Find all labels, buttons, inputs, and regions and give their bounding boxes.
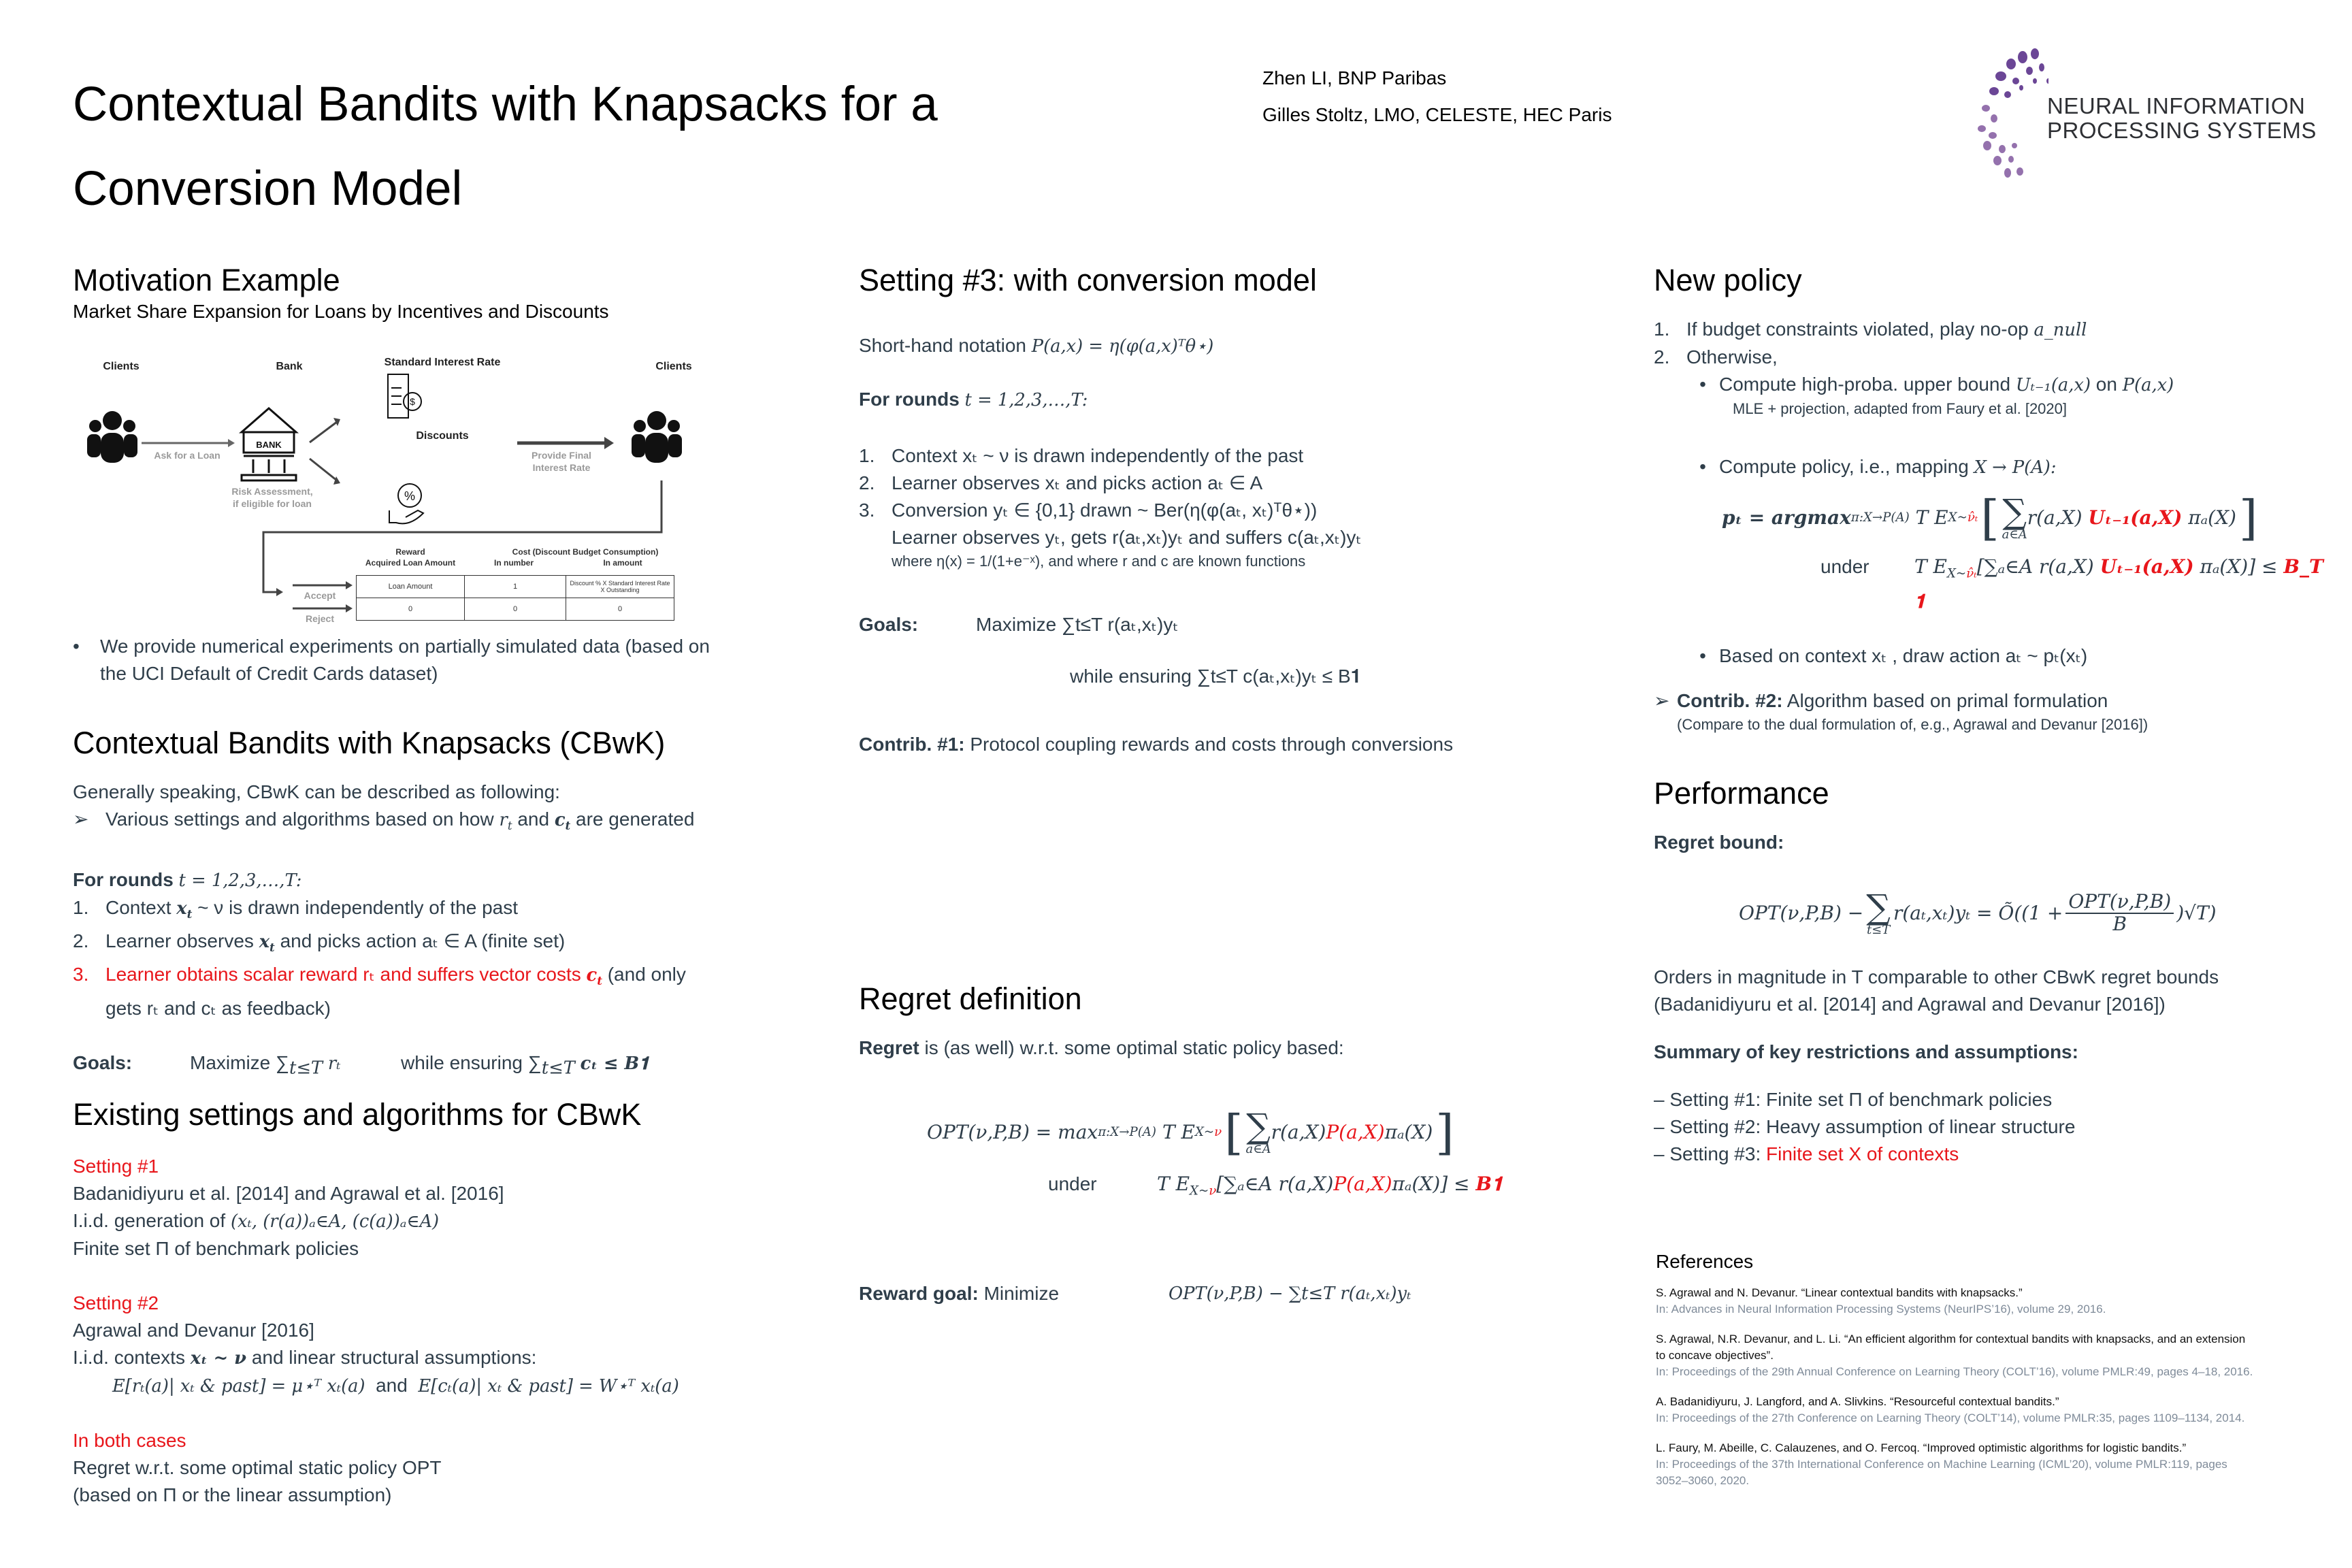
step-num: 2. [859, 472, 875, 493]
bound-sum-sub: t≤T [1866, 923, 1891, 937]
s3-observe: Learner observes yₜ, gets r(aₜ,xₜ)yₜ and suffers c(aₜ,xₜ)yₜ [892, 527, 1362, 548]
step-text: Context xₜ ~ ν is drawn independently of the past [892, 445, 1304, 466]
reference-venue: In: Proceedings of the 27th Conference on Learning Theory (COLT’14), volume PMLR:35, pages 1109–1134, 2014. [1656, 1411, 2245, 1424]
cbwk-arrow-item: ➢ Various settings and algorithms based on how $r_t$ and $c_t$ are generated [73, 806, 753, 839]
under-sum: [∑ₐ∈A r(a,X) [1216, 1173, 1334, 1195]
existing-heading: Existing settings and algorithms for CBwK [73, 1097, 642, 1132]
orders-line2: (Badanidiyuru et al. [2014] and Agrawal and Devanur [2016]) [1654, 994, 2166, 1015]
diagram-reject: Reject [305, 613, 335, 624]
step-num: 1. [73, 897, 89, 919]
np-b2-pre: Compute policy, i.e., mapping [1719, 456, 1969, 477]
reference-venue: In: Proceedings of the 29th Annual Conference on Learning Theory (COLT’16), volume PMLR:49, pages 4–18, 2016. [1656, 1365, 2253, 1378]
setting2-label: Setting #2 [73, 1292, 159, 1313]
setting2-iid-math: xₜ ~ ν [190, 1348, 247, 1369]
existing-section [73, 1096, 753, 1509]
step-pre: Learner observes [105, 930, 254, 952]
reference-title: A. Badanidiyuru, J. Langford, and A. Slivkins. “Resourceful contextual bandits.” [1656, 1395, 2059, 1408]
setting3-section [859, 261, 1539, 758]
contrib2-text: Algorithm based on primal formulation [1786, 689, 2108, 711]
summary-pre: – Setting #1: [1654, 1089, 1767, 1110]
orders-line1: Orders in magnitude in T comparable to other CBwK regret bounds [1654, 966, 2219, 987]
neurips-logo-text [2047, 94, 2317, 143]
cbwk-rounds [73, 866, 753, 894]
step-text: Conversion yₜ ∈ {0,1} drawn ~ Ber(η(φ(aₜ, xₜ)ᵀθ⋆)) [892, 500, 1318, 521]
bound-den: B [2112, 913, 2127, 935]
np-b1-on: on [2095, 374, 2117, 395]
summary-item-3 [1654, 1141, 2334, 1168]
neurips-logo-icon [1974, 44, 2048, 180]
np-under-nu: ν̂ₜ [1966, 566, 1977, 581]
arrow-bullet-icon: ➢ [1654, 689, 1670, 711]
regret-intro-bold: Regret [859, 1037, 919, 1058]
motivation-bullet [73, 633, 726, 687]
goals-max-tail: rₜ [327, 1053, 341, 1074]
clients-left-icon [87, 411, 137, 463]
summary-text: Finite set Π of benchmark policies [1766, 1089, 2053, 1110]
reference-title: S. Agrawal, N.R. Devanur, and L. Li. “An efficient algorithm for contextual bandits with knapsacks, and an extension to concave objectives”. [1656, 1333, 2246, 1362]
summary-item-2 [1654, 1113, 2334, 1141]
shorthand-pre: Short-hand notation [859, 335, 1026, 356]
logo-line2: PROCESSING SYSTEMS [2047, 118, 2317, 143]
eq-and: and [376, 1375, 408, 1396]
np-step2-text: Otherwise, [1686, 346, 1778, 368]
table-head-reward [356, 546, 465, 568]
np-under-b: B_T 𝟏 [1914, 555, 2323, 612]
risk-line1: Risk Assessment, [231, 486, 313, 497]
reference-item [1656, 1285, 2255, 1318]
term-p: P(a,X) [1326, 1121, 1385, 1143]
authors [1262, 60, 1612, 133]
provide-line2: Interest Rate [532, 462, 591, 473]
np-bullet-1: • Compute high-proba. upper bound Uₜ₋₁(a,x) on P(a,x) [1699, 374, 2174, 395]
bullet-icon: • [73, 636, 80, 657]
diagram-ask-loan: Ask for a Loan [154, 450, 220, 461]
new-policy-heading: New policy [1654, 263, 1802, 297]
poster-title-line1: Contextual Bandits with Knapsacks for a [73, 78, 938, 131]
reward-top: Reward [395, 547, 425, 557]
references-heading: References [1656, 1251, 1754, 1272]
reward-goal-label: Reward goal: [859, 1282, 979, 1304]
summary-label: Summary of key restrictions and assumptions: [1654, 1041, 2078, 1062]
performance-section [1654, 774, 2334, 1168]
setting2-iid-post: and linear structural assumptions: [251, 1347, 537, 1368]
step-cont: gets rₜ and cₜ as feedback) [105, 997, 331, 1019]
clients-right-icon [632, 411, 682, 463]
reference-item [1656, 1394, 2255, 1426]
table-head-number: In number [493, 558, 534, 568]
step-num: 1. [859, 445, 875, 466]
pt-lhs: pₜ = argmax [1722, 506, 1851, 529]
bound-num: OPT(ν,P,B) [2065, 892, 2174, 914]
under-sub: X~ [1190, 1183, 1209, 1198]
both-line1: Regret w.r.t. some optimal static policy OPT [73, 1457, 442, 1478]
np-b1-pre: Compute high-proba. upper bound [1719, 374, 2011, 395]
table-head-amount: In amount [603, 558, 642, 568]
goals-max: Maximize ∑ [190, 1051, 289, 1073]
pt-u: Uₜ₋₁(a,X) [2088, 506, 2183, 529]
pt-pi: πₐ(X) [2188, 506, 2236, 529]
goals-max-sub: t≤T [289, 1058, 323, 1079]
np-step1-math: a_null [2034, 320, 2087, 340]
diagram-provide-rate [521, 449, 602, 474]
term-pi: πₐ(X) [1384, 1121, 1433, 1143]
bound-mid: r(aₜ,xₜ)yₜ = Õ((1 + [1893, 902, 2063, 924]
setting1-label: Setting #1 [73, 1156, 159, 1177]
term-r: r(a,X) [1271, 1121, 1326, 1143]
s3-step-2 [859, 470, 1539, 497]
reference-title: L. Faury, M. Abeille, C. Calauzenes, and O. Fercoq. “Improved optimistic algorithms for logistic bandits.” [1656, 1441, 2187, 1454]
cbwk-intro: Generally speaking, CBwK can be described as following: [73, 781, 560, 802]
np-under-pre: T E [1914, 555, 1947, 578]
pt-mid-sub: X~ [1948, 510, 1967, 525]
np-under-u: Uₜ₋₁(a,X) [2100, 555, 2194, 578]
np-step-1: 1. If budget constraints violated, play no-op a_null [1654, 318, 2087, 340]
arrow-mid: and [517, 808, 550, 830]
np-under-label: under [1820, 556, 1869, 577]
under-b: B𝟏 [1475, 1173, 1503, 1195]
reward-cost-table [356, 575, 674, 621]
summary-pre: – Setting #2: [1654, 1116, 1767, 1137]
opt-lhs: OPT(ν,P,B) = max [927, 1121, 1098, 1143]
both-line2: (based on Π or the linear assumption) [73, 1484, 392, 1505]
np-under-post: πₐ(X)] ≤ [2200, 555, 2278, 578]
svg-text:%: % [404, 489, 416, 503]
eq-right: E[cₜ(a)| xₜ & past] = W⋆ᵀ xₜ(a) [418, 1376, 679, 1396]
goals-label: Goals: [73, 1051, 133, 1073]
opt-nu: ν [1214, 1125, 1222, 1139]
author-2: Gilles Stoltz, LMO, CELESTE, HEC Paris [1262, 104, 1612, 125]
shorthand-math: P(a,x) = η(φ(a,x)ᵀθ⋆) [1031, 336, 1214, 357]
setting1-iid-math: (xₜ, (r(a))ₐ∈A, (c(a))ₐ∈A) [230, 1211, 440, 1232]
bound-tail: )√T) [2176, 902, 2217, 924]
s3-step-3 [859, 497, 1539, 524]
reference-venue: In: Proceedings of the 37th International Conference on Machine Learning (ICML’20), volume PMLR:119, pages 3052–3060, 2020. [1656, 1458, 2227, 1487]
table-cell: Loan Amount [357, 576, 465, 598]
reference-item [1656, 1440, 2255, 1489]
table-cell: 0 [465, 598, 566, 621]
contrib2-label: Contrib. #2: [1677, 689, 1783, 711]
goals-ensure-sigma: ∑ [527, 1051, 542, 1073]
both-label: In both cases [73, 1430, 186, 1451]
table-row [357, 598, 674, 621]
pt-sub: π:X→P(A) [1850, 510, 1910, 525]
setting3-heading: Setting #3: with conversion model [859, 263, 1317, 297]
arrow-post: are generated [576, 808, 695, 830]
new-policy-section [1654, 261, 2334, 735]
rounds-label: For rounds [73, 869, 174, 891]
np-under-sum: [∑ₐ∈A r(a,X) [1976, 555, 2094, 578]
shorthand [859, 332, 1539, 360]
table-cell: 0 [566, 598, 674, 621]
step-post: (and only [607, 964, 686, 985]
goals-ensure-sub: t≤T [541, 1058, 575, 1079]
cbwk-goals [73, 1049, 753, 1082]
setting1-finite: Finite set Π of benchmark policies [73, 1238, 359, 1259]
step-red: Learner obtains scalar reward rₜ and suffers vector costs [105, 964, 581, 985]
svg-text:$: $ [410, 396, 415, 407]
reference-item [1656, 1331, 2255, 1380]
regret-section [859, 980, 1607, 1307]
poster-title-line2: Conversion Model [73, 162, 463, 216]
cbwk-step-3: 3. Learner obtains scalar reward rₜ and suffers vector costs $c_t$ (and only gets rₜ and cₜ as feedback) [73, 961, 753, 1022]
step-pre: Context [105, 897, 172, 919]
cbwk-step-1: 1. Context $x_t$ ~ ν is drawn independently of the past [73, 894, 753, 928]
under-post: πₐ(X)] ≤ [1392, 1173, 1470, 1195]
reward-goal [859, 1280, 1607, 1307]
s3-where: where η(x) = 1/(1+e⁻ˣ), and where r and c are known functions [892, 553, 1306, 570]
contrib1-label: Contrib. #1: [859, 734, 965, 755]
loan-diagram [75, 347, 721, 624]
step-post: ~ ν is drawn independently of the past [197, 897, 519, 919]
regret-heading: Regret definition [859, 981, 1082, 1016]
diagram-clients-left: Clients [103, 361, 140, 372]
pt-r: r(a,X) [2027, 506, 2082, 529]
opt-mid-sub: X~ [1194, 1125, 1215, 1139]
reward-goal-math: OPT(ν,P,B) − ∑t≤T r(aₜ,xₜ)yₜ [1169, 1283, 1411, 1304]
opt-constraint [859, 1171, 1607, 1205]
reward-sub: Acquired Loan Amount [365, 558, 456, 568]
neurips-logo [1974, 44, 2328, 180]
regret-bound-equation: OPT(ν,P,B) − ∑ t≤T r(aₜ,xₜ)yₜ = Õ((1 + OPT(ν,P,B) B )√T) [1739, 887, 2217, 937]
sum-sub: a∈A [1245, 1142, 1271, 1156]
pt-nu: ν̂ₜ [1967, 510, 1978, 525]
opt-sub: π:X→P(A) [1098, 1125, 1157, 1139]
bound-lhs: OPT(ν,P,B) − [1739, 902, 1864, 924]
table-head-cost: Cost (Discount Budget Consumption) [512, 547, 659, 557]
table-cell: 0 [357, 598, 465, 621]
author-1: Zhen LI, BNP Paribas [1262, 67, 1447, 88]
under-pre: T E [1157, 1173, 1190, 1195]
reference-venue: In: Advances in Neural Information Processing Systems (NeurIPS’16), volume 29, 2016. [1656, 1303, 2106, 1316]
contrib2 [1654, 687, 2334, 715]
motivation-bullet-text: We provide numerical experiments on partially simulated data (based on the UCI Default of Credit Cards dataset) [100, 636, 710, 684]
step-num: 2. [73, 930, 89, 952]
s3-goals [859, 611, 1539, 638]
np-bullet-3: • Based on context xₜ , draw action aₜ ~ pₜ(xₜ) [1654, 642, 2334, 670]
reference-title: S. Agrawal and N. Devanur. “Linear contextual bandits with knapsacks.” [1656, 1286, 2023, 1299]
contrib1-text: Protocol coupling rewards and costs through conversions [970, 734, 1454, 755]
table-cell: 1 [465, 576, 566, 598]
pt-equation: pₜ = argmax π:X→P(A) T E X~ν̂ₜ [ ∑ a∈A r(a,X) Uₜ₋₁(a,X) πₐ(X) ] [1722, 490, 2258, 546]
np-step1-text: If budget constraints violated, play no-op [1686, 318, 2029, 340]
setting2-iid-pre: I.i.d. contexts [73, 1347, 185, 1368]
np-step-2: 2. Otherwise, [1654, 344, 2334, 371]
goals-ensure-tail: cₜ ≤ B𝟏 [580, 1053, 649, 1074]
under-nu: ν [1209, 1183, 1217, 1198]
under-p: P(a,X) [1333, 1173, 1392, 1195]
np-under-sub: X~ [1946, 566, 1967, 581]
opt-equation: OPT(ν,P,B) = max π:X→P(A) T E X~ν [ ∑ a∈A r(a,X) P(a,X) πₐ(X) ] [927, 1105, 1454, 1160]
diagram-risk-assessment [228, 485, 316, 510]
setting2-iid [73, 1344, 753, 1372]
cbwk-section [73, 724, 753, 1081]
eq-left: E[rₜ(a)| xₜ & past] = μ⋆ᵀ xₜ(a) [112, 1376, 365, 1396]
cbwk-step-2: 2. Learner observes $x_t$ and picks action aₜ ∈ A (finite set) [73, 928, 753, 961]
summary-text: Heavy assumption of linear structure [1766, 1116, 2076, 1137]
np-b2-math: X → P(A): [1974, 457, 2057, 478]
pt-sum-sub: a∈A [2002, 527, 2027, 542]
rounds-label: For rounds [859, 389, 960, 410]
setting1-iid [73, 1207, 753, 1235]
logo-line1: NEURAL INFORMATION [2047, 93, 2306, 118]
setting2-refs: Agrawal and Devanur [2016] [73, 1320, 314, 1341]
pt-constraint [1654, 553, 2334, 615]
diagram-standard-rate: Standard Interest Rate [384, 357, 501, 368]
diagram-clients-right: Clients [655, 361, 692, 372]
motivation-section [73, 261, 753, 323]
bank-sign: BANK [256, 440, 282, 450]
regret-intro-rest: is (as well) w.r.t. some optimal static policy based: [924, 1037, 1344, 1058]
motivation-heading: Motivation Example [73, 263, 340, 297]
np-b1-math2: P(a,x) [2122, 375, 2174, 395]
summary-text: Finite set X of contexts [1766, 1143, 1959, 1164]
regret-bound-label: Regret bound: [1654, 832, 1784, 853]
table-row [357, 576, 674, 598]
np-b1-math1: Uₜ₋₁(a,x) [2015, 375, 2091, 395]
np-bullet-1-note: MLE + projection, adapted from Faury et al. [2020] [1733, 400, 2067, 417]
contrib2-note: (Compare to the dual formulation of, e.g., Agrawal and Devanur [2016]) [1677, 715, 2149, 733]
summary-item-1 [1654, 1086, 2334, 1113]
np-bullet-2: • Compute policy, i.e., mapping X → P(A): [1699, 456, 2057, 478]
step-num: 3. [859, 500, 875, 521]
s3-rounds [859, 386, 1539, 414]
np-b3-text: Based on context xₜ , draw action aₜ ~ pₜ(xₜ) [1719, 644, 2088, 666]
diagram-bank: Bank [276, 361, 303, 372]
diagram-accept: Accept [304, 590, 336, 601]
summary-pre: – Setting #3: [1654, 1143, 1767, 1164]
contrib1 [859, 731, 1539, 758]
regret-intro [859, 1034, 1607, 1062]
under-label: under [1048, 1173, 1097, 1194]
cbwk-heading: Contextual Bandits with Knapsacks (CBwK) [73, 725, 666, 760]
step-post: and picks action aₜ ∈ A (finite set) [280, 930, 566, 952]
pt-mid: T E [1915, 506, 1948, 529]
s3-step-1 [859, 442, 1539, 470]
goals-ensure: while ensuring [401, 1051, 523, 1073]
step-num: 3. [73, 964, 89, 985]
setting1-refs: Badanidiyuru et al. [2014] and Agrawal et al. [2016] [73, 1183, 504, 1204]
arrow-pre: Various settings and algorithms based on how [105, 808, 494, 830]
risk-line2: if eligible for loan [233, 498, 312, 509]
opt-mid: T E [1162, 1121, 1195, 1143]
references-section [1656, 1251, 2255, 1503]
s3-goals-ensure: while ensuring ∑t≤T c(aₜ,xₜ)yₜ ≤ B𝟏 [1070, 666, 1362, 687]
setting1-iid-pre: I.i.d. generation of [73, 1210, 226, 1231]
performance-heading: Performance [1654, 776, 1829, 811]
rounds-math: t = 1,2,3,…,T: [178, 870, 302, 892]
step-text: Learner observes xₜ and picks action aₜ ∈ A [892, 472, 1263, 493]
arrow-bullet-icon: ➢ [73, 808, 89, 830]
setting2-equations [73, 1372, 753, 1400]
table-cell: Discount % X Standard Interest Rate X Outstanding [566, 576, 674, 598]
goals-max: Maximize ∑t≤T r(aₜ,xₜ)yₜ [976, 614, 1179, 635]
motivation-subheading: Market Share Expansion for Loans by Incentives and Discounts [73, 301, 609, 322]
reward-goal-text: Minimize [983, 1282, 1060, 1304]
rounds-math: t = 1,2,3,…,T: [964, 390, 1088, 410]
interest-rate-document-icon [388, 374, 421, 418]
diagram-discounts: Discounts [416, 430, 469, 442]
goals-label: Goals: [859, 614, 919, 635]
poster-title [73, 63, 938, 231]
provide-line1: Provide Final [532, 450, 591, 461]
